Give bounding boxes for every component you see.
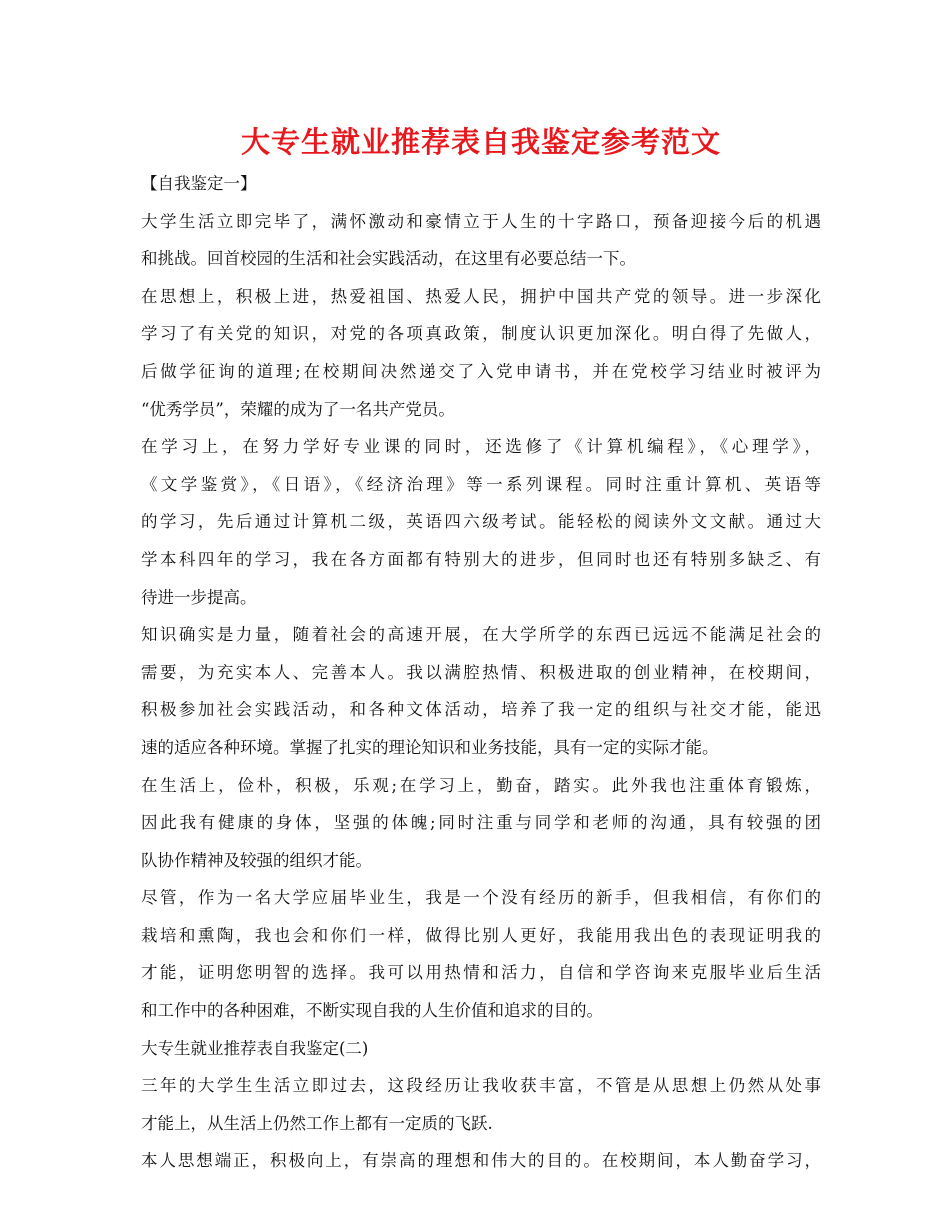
document-body [141,165,821,1180]
text-line: 才能上，从生活上仍然工作上都有一定质的飞跃. [141,1113,493,1133]
text-line: 因此我有健康的身体，坚强的体魄;同时注重与同学和老师的沟通，具有较强的团 [141,813,821,833]
text-line: 待进一步提高。 [141,587,257,607]
text-line: 和挑战。回首校园的生活和社会实践活动，在这里有必要总结一下。 [141,249,636,269]
document-title: 大专生就业推荐表自我鉴定参考范文 [240,125,721,159]
text-line: 后做学征询的道理;在校期间决然递交了入党申请书，并在党校学习结业时被评为 [141,361,821,381]
text-line: 的学习，先后通过计算机二级，英语四六级考试。能轻松的阅读外文文献。通过大 [141,512,821,532]
text-line: 积极参加社会实践活动，和各种文体活动，培养了我一定的组织与社交才能，能迅 [141,700,821,720]
text-line: 栽培和熏陶，我也会和你们一样，做得比别人更好，我能用我出色的表现证明我的 [141,925,821,945]
text-line: “优秀学员”，荣耀的成为了一名共产党员。 [141,399,455,419]
text-line: 学习了有关党的知识，对党的各项真政策，制度认识更加深化。明白得了先做人， [141,324,821,344]
text-line: 队协作精神及较强的组织才能。 [141,850,372,870]
text-line: 本人思想端正，积极向上，有崇高的理想和伟大的目的。在校期间，本人勤奋学习， [141,1151,821,1171]
text-line: 尽管，作为一名大学应届毕业生，我是一个没有经历的新手，但我相信，有你们的 [141,888,821,908]
text-line: 在思想上，积极上进，热爱祖国、热爱人民，拥护中国共产党的领导。进一步深化 [141,286,821,306]
document-page [141,120,821,1180]
text-line: 和工作中的各种困难，不断实现自我的人生价值和追求的目的。 [141,1001,603,1021]
text-line: 三年的大学生生活立即过去，这段经历让我收获丰富，不管是从思想上仍然从处事 [141,1076,821,1096]
text-line: 速的适应各种环境。掌握了扎实的理论知识和业务技能，具有一定的实际才能。 [141,737,719,757]
text-line: 在学习上，在努力学好专业课的同时，还选修了《计算机编程》，《心理学》， [141,437,821,457]
text-line: 大学生活立即完毕了，满怀激动和豪情立于人生的十字路口，预备迎接今后的机遇 [141,211,821,231]
text-line: 【自我鉴定一】 [141,174,257,193]
text-line: 在生活上，俭朴，积极，乐观;在学习上，勤奋，踏实。此外我也注重体育锻炼， [141,775,821,795]
text-line: 学本科四年的学习，我在各方面都有特别大的进步，但同时也还有特别多缺乏、有 [141,549,821,569]
text-line: 《文学鉴赏》，《日语》，《经济治理》等一系列课程。同时注重计算机、英语等 [141,474,821,494]
text-line: 需要，为充实本人、完善本人。我以满腔热情、积极进取的创业精神，在校期间， [141,662,821,682]
text-line: 才能，证明您明智的选择。我可以用热情和活力，自信和学咨询来克服毕业后生活 [141,963,821,983]
text-line: 知识确实是力量，随着社会的高速开展，在大学所学的东西已远远不能满足社会的 [141,625,821,645]
text-line: 大专生就业推荐表自我鉴定(二) [141,1038,369,1058]
